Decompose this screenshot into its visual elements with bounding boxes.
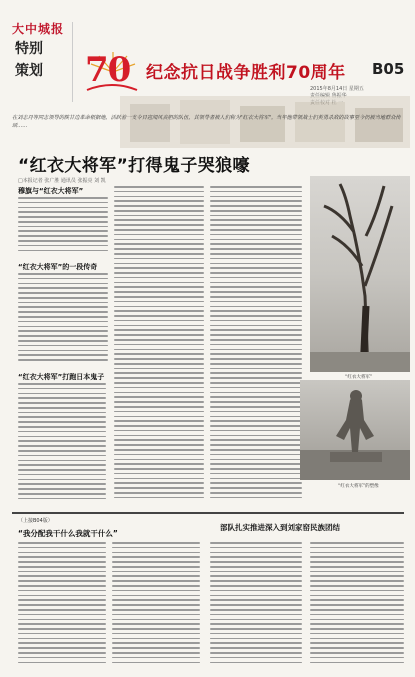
anniversary-badge [83,50,141,96]
statue-photo-caption: “红衣大将军”的塑像 [338,484,379,489]
intro-paragraph: 在刘志丹等同志领导的陕甘边革命根据地，活跃着一支令日寇闻风丧胆的队伍，其领导者被人们称为"红衣大将军"。当年他带领战士们英勇杀敌的故事至今仍被当地群众传颂…… [12,115,401,129]
subhead-5: 部队扎实推进深入到刘家窑民族团结 [220,523,340,532]
statue-photo [300,380,410,480]
subhead-4: “我分配我干什么我就干什么” [18,529,118,538]
section-label-line2: 策划 [15,63,43,79]
lower-text-col4 [310,542,404,670]
lower-text-col1 [18,542,106,670]
statue-illustration [300,380,410,480]
banner-title: 纪念抗日战争胜利70周年 [146,63,346,83]
body-text-col1b [18,273,108,368]
section-label-line1: 特别 [15,41,43,57]
lower-text-col3 [210,542,302,670]
body-text-col3 [210,186,302,508]
anniversary-number: 70 [85,50,131,90]
body-text-col1a [18,197,108,257]
masthead-divider [72,22,73,102]
subhead-2: “红衣大将军”的一段传奇 [18,263,98,271]
section-label [15,38,65,88]
issue-date: 2015年8月14日 星期五 [310,86,364,92]
article-headline: “红衣大将军”打得鬼子哭狼嚎 [18,156,250,176]
article-byline: □本报记者 张广胜 通讯员 张振亮 刘 凯 [18,178,106,184]
section-divider [12,512,404,514]
subhead-3: “红衣大将军”打跑日本鬼子 [18,373,105,381]
body-text-col1c [18,383,106,508]
tree-photo-caption: “红衣大将军” [345,375,373,380]
page-number: B05 [372,60,405,78]
continued-label: （上接B04版） [18,518,53,524]
body-text-col2 [114,186,204,508]
subhead-1: 穆旗与“红衣大将军” [18,187,84,195]
tree-illustration [310,176,410,372]
masthead [0,0,415,110]
paper-logo: 大中城报 [12,22,65,36]
tree-photo [310,176,410,372]
lower-text-col2 [112,542,200,670]
